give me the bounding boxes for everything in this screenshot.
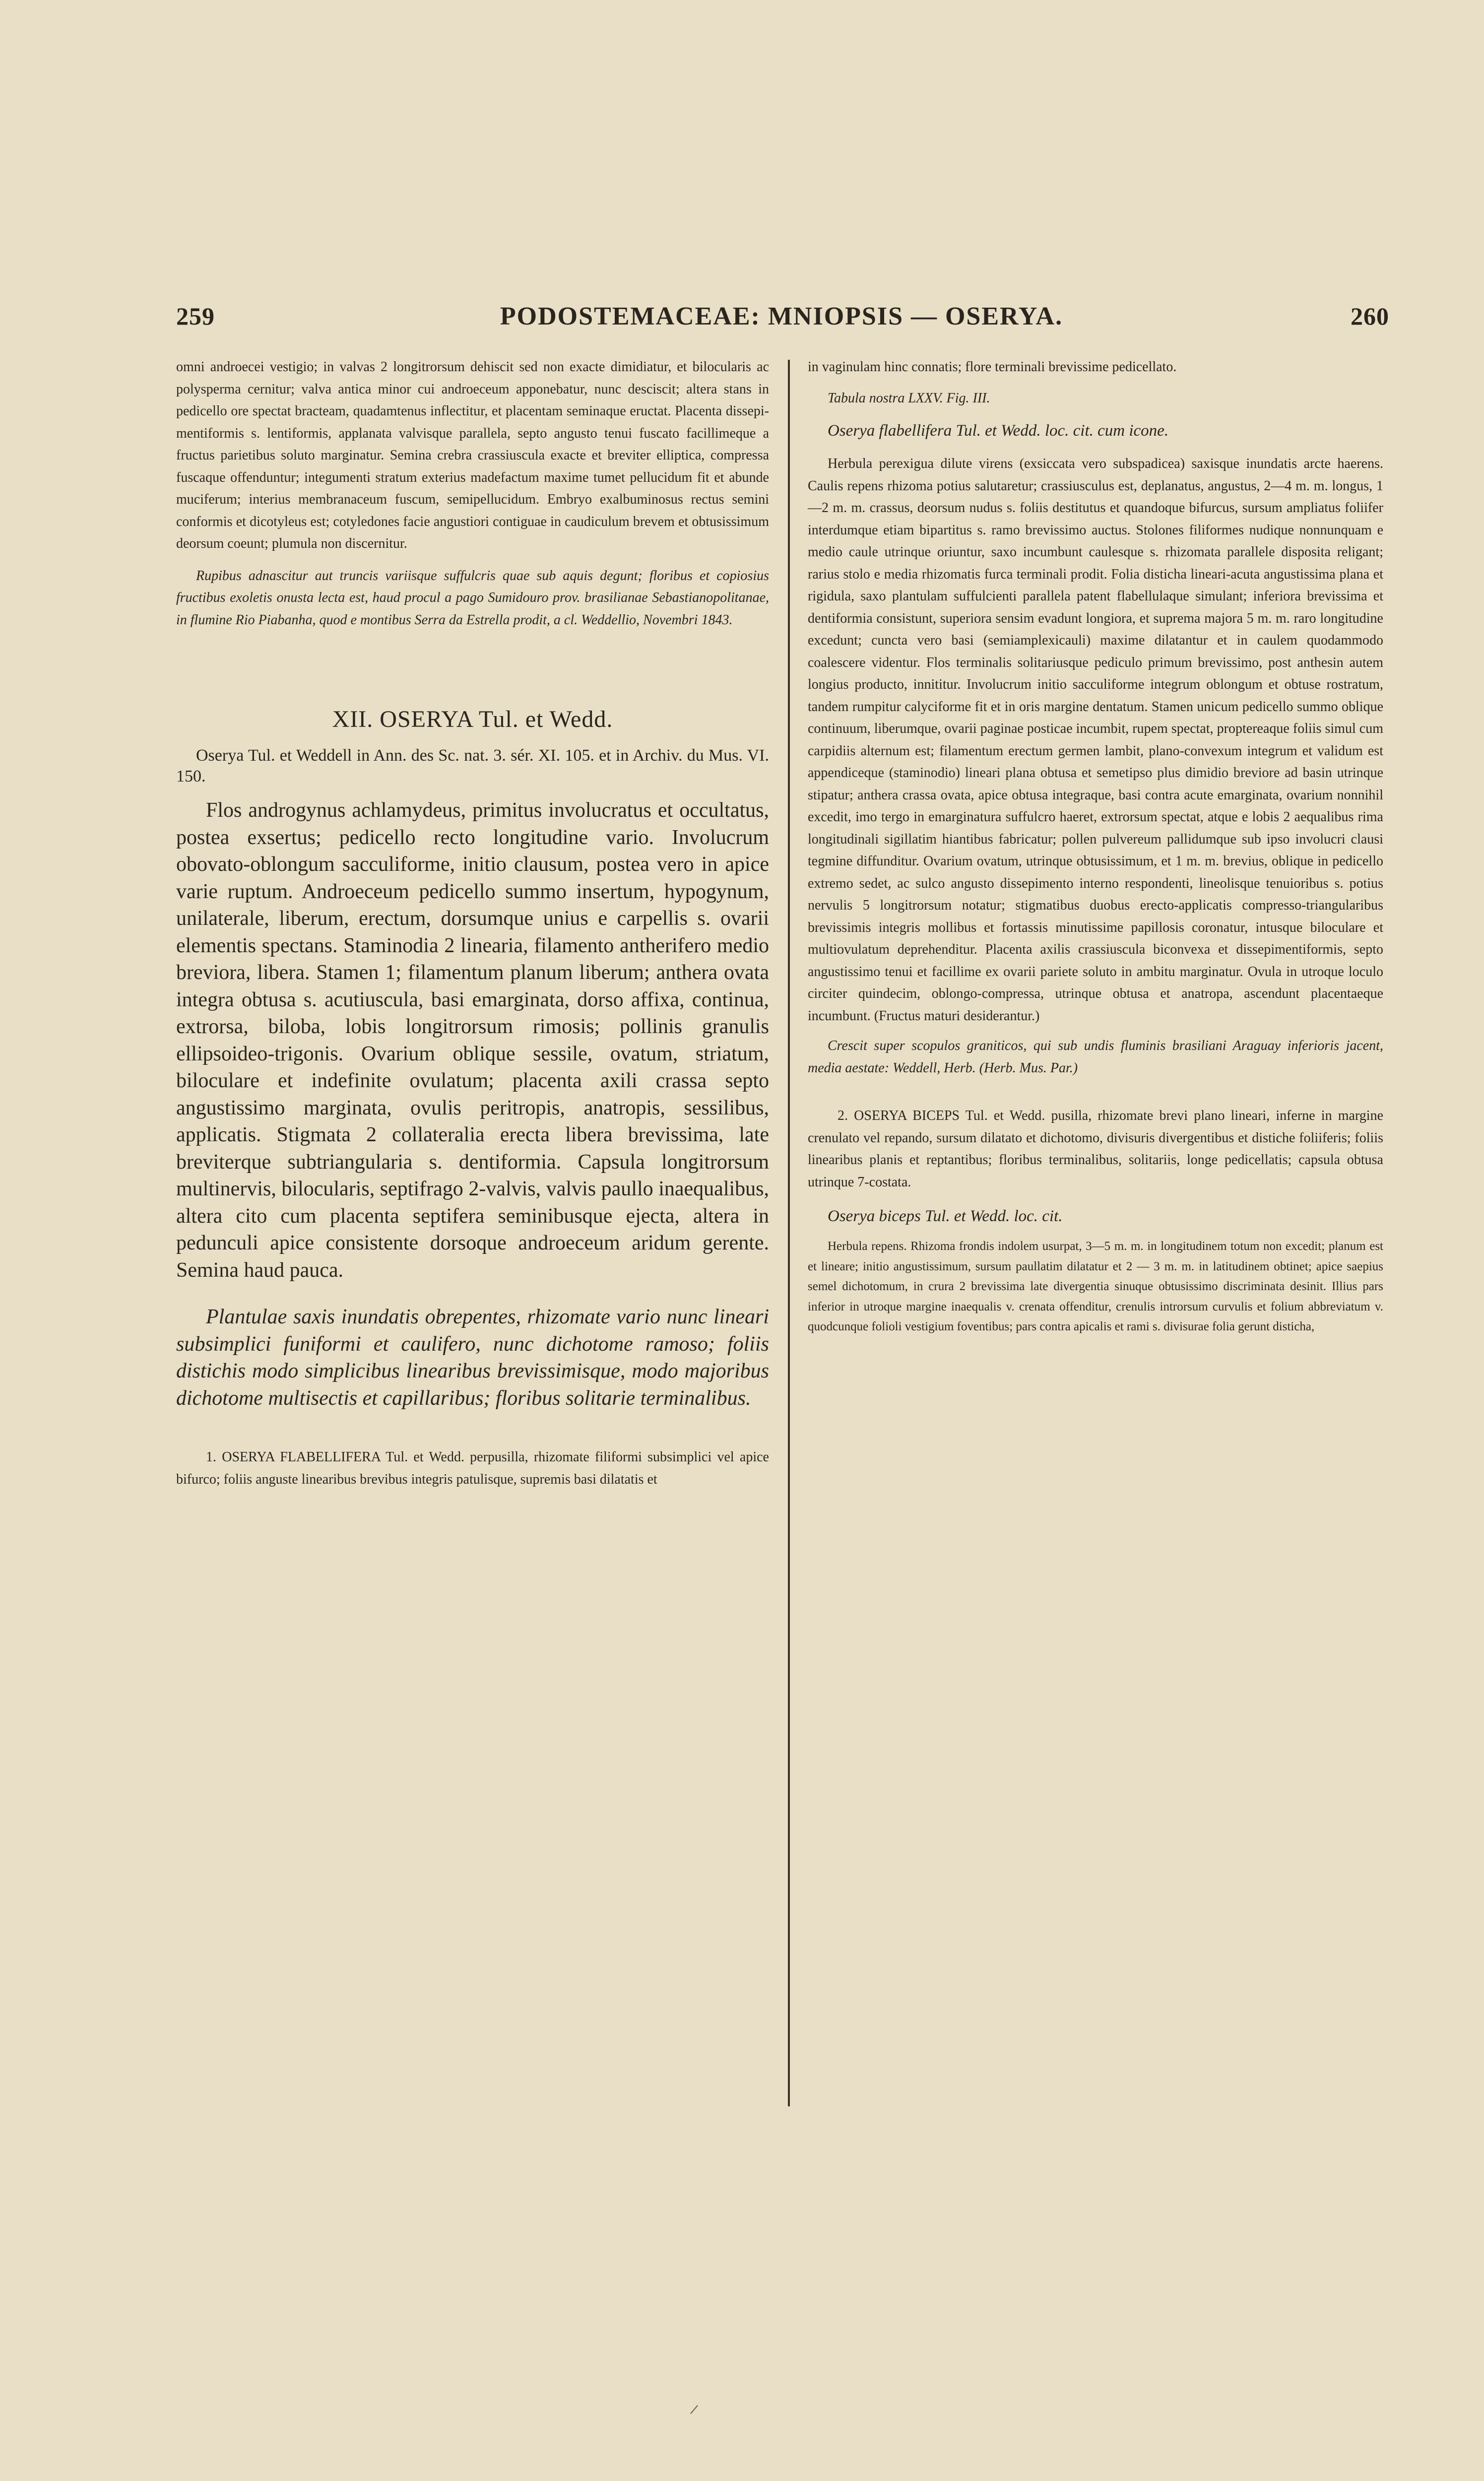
species-1-diagnosis-continued: in vaginulam hinc connatis; flore terminali brevissime pedicellato. — [808, 359, 1177, 375]
genus-flower-description: Flos androgynus achlamydeus, primitus involucratus et occultatus, postea exsertus; pedicello recto longitudine vario. Involucrum obovato-oblongum sacculiforme, initio clausum, postea vero in apice varie ruptum. Androeceum pedicello summo insertum, hypogynum, unilaterale, liberum, erectum, dorsumque unius e carpellis s. ovarii elementis spectans. Staminodia 2 linearia, filamento antherifero medio breviora, libera. Stamen 1; filamentum planum liberum; anthera ovata integra obtusa s. acutiuscula, basi emarginata, dorso affixa, continua, extrorsa, biloba, lobis longitrorsum rimosis; pollinis granulis ellipsoideo-trigonis. Ovarium oblique sessile, ovatum, striatum, biloculare et indefinite ovulatum; placenta axili crassa septo angustissimo marginata, ovulis peritropis, anatropis, sessilibus, applicatis. Stigmata 2 collateralia erecta libera brevissima, late breviterque subtriangularia s. dentiformia. Capsula longitrorsum multinervis, bilocularis, septifrago 2-valvis, valvis paullo inaequalibus, altera cito cum placenta septifera seminibusque ejecta, altera in pedunculi apice consistente dorsoque androeceum aridum gerente. Semina haud pauca. — [176, 799, 769, 1282]
left-column — [176, 356, 769, 1491]
genus-heading: XII. OSERYA Tul. et Wedd. — [332, 706, 613, 732]
right-column — [808, 356, 1383, 1337]
species-1-citation: Oserya flabellifera Tul. et Wedd. loc. cit. cum icone. — [828, 422, 1169, 440]
seed-description-paragraph: omni androecei vestigio; in valvas 2 longitrorsum dehiscit sed non exacte dimidiatur, et bilocularis ac polysperma cernitur; valva antica minor cui androeceum apponebatur, nunc desciscit; altera stans in pedicello ore spectat bracteam, quadamtenus inflectitur, et placentam seminaque eructat. Placenta dissepimentiformis s. lentiformis, applanata valvisque parallela, septo angusto tenui fuscato facillimeque a fructus parietibus soluto marginatur. Semina crebra crassiuscula exacte et breviter elliptica, compressa fuscaque offenduntur; integumenti stratum exterius madefactum maxime tumet pellucidum fit et abunde muciferum; interius membranaceum fuscum, semipellucidum. Embryo exalbuminosus rectus semini conformis et dicotyleus est; cotyledones facie angustiori contiguae in caudiculum brevem et obtusissimum deorsum coeunt; plumula non discernitur. — [176, 359, 769, 551]
stray-mark — [690, 2405, 698, 2414]
species-2-citation: Oserya biceps Tul. et Wedd. loc. cit. — [828, 1207, 1063, 1225]
species-2-description: Herbula repens. Rhizoma frondis indolem usurpat, 3—5 m. m. in longitudinem totum non excedit; planum est et lineare; initio angustissimum, sursum paullatim dilatatur et 2 — 3 m. m. in latitudinem obtinet; apice saepius semel dichotomum, in crura 2 brevissima late divergentia sinuque obtusissimo discriminata desinit. Illius pars inferior in utroque margine inaequalis v. crenata offenditur, crenulis introrsum curvulis et folium abbreviatum v. quodcunque folioli vestigium foventibus; pars contra apicalis et rami s. divisurae folia gerunt disticha, — [808, 1240, 1383, 1333]
species-1-description: Herbula perexigua dilute virens (exsiccata vero subspadicea) saxisque inundatis arcte haerens. Caulis repens rhizoma potius salutaretur; crassiusculus est, deplanatus, angustus, 2—4 m. m. longus, 1—2 m. m. crassus, deorsum nudus s. foliis destitutus et quandoque bifurcus, sursum ampliatus foliifer interdumque etiam bipartitus s. ramo brevissimo auctus. Stolones filiformes nudique nonnunquam e medio caule utrinque oriuntur, saxo incumbunt caulesque s. rhizomata parallele disposita religant; rarius stolo e media rhizomatis furca terminali prodit. Folia disticha lineari-acuta angustissima plana et rigidula, saxo plantulam suffulcienti parallela patent flabellulaque simulant; inferiora brevissima et dentiformia consistunt, superiora sensim evadunt longiora, et suprema majora 5 m. m. raro longitudine excedunt; cuncta vero basi (semiamplexicauli) maxime dilatantur et in caulem quodammodo coalescere videntur. Flos terminalis solitariusque pediculo primum brevissimo, post anthesin autem longius producto, innititur. Involucrum initio sacculiforme integrum oblongum et obtuse rostratum, tandem rumpitur calyciforme fit et in oris margine dentatum. Stamen unicum pedicello summo oblique continuum, liberumque, ovarii paginae posticae incumbit, rupem spectat, proptereaque foliis simul cum carpidiis alternum est; filamentum erectum germen lambit, plano-convexum integrum et validum est appendiceque (staminodio) lineari plana obtusa et semetipso plus dimidio breviore ad basin utrinque stipatur; anthera crassa ovata, apice obtusa integraque, basi contra acute emarginata, ovarium nonnihil excedit, imo tergo in emarginatura suffulcro haeret, extrorsum spectat, atque e lobis 2 aequalibus rima longitudinali sigillatim hiantibus fabricatur; pollen pulvereum pallidumque sub ipso involucri clausi tegmine diffunditur. Ovarium ovatum, utrinque obtusissimum, et 1 m. m. brevius, oblique in pedicello extremo sedet, ac sulco angusto dissepimento interno respondenti, lineolisque tenuioribus s. potius nervulis 5 longitrorsum notatur; stigmatibus duobus erecto-applicatis compresso-triangularibus brevissimis integris mollibus et fortassis minutissime papillosis coronatur, intusque biloculare et multiovulatum deprehenditur. Placenta axilis crassiuscula biconvexa et dissepimentiformis, septo angustissimo tenui et facillime ex ovarii pariete soluto in ambitu marginatur. Ovula in utroque loculo circiter quindecim, oblongo-compressa, utrinque obtusa et anatropa, ascendunt placentaeque incumbunt. (Fructus maturi desiderantur.) — [808, 456, 1383, 1024]
page-number-right: 260 — [1351, 302, 1389, 330]
column-divider — [788, 360, 790, 2106]
genus-habit-description: Plantulae saxis inundatis obrepentes, rhizomate vario nunc lineari subsimplici funiformi et caulifero, nunc dichotome ramoso; foliis distichis modo simplicibus linearibus brevissimisque, modo majoribus dichotome multisectis et capillaribus; floribus solitarie terminalibus. — [176, 1306, 769, 1410]
plate-reference: Tabula nostra LXXV. Fig. III. — [828, 390, 990, 406]
running-title: PODOSTEMACEAE: MNIOPSIS — OSERYA. — [500, 302, 1063, 330]
species-1-diagnosis: 1. OSERYA FLABELLIFERA Tul. et Wedd. perpusilla, rhizomate filiformi subsimplici vel apice bifurco; foliis anguste linearibus brevibus integris patulisque, supremis basi dilatatis et — [176, 1449, 769, 1487]
species-1-habitat: Crescit super scopulos graniticos, qui sub undis fluminis brasiliani Araguay inferioris jacent, media aestate: Weddell, Herb. (Herb. Mus. Par.) — [808, 1038, 1383, 1076]
genus-citation: Oserya Tul. et Weddell in Ann. des Sc. nat. 3. sér. XI. 105. et in Archiv. du Mus. VI. 150. — [176, 746, 769, 785]
page-number-left: 259 — [176, 302, 215, 330]
species-2-diagnosis: 2. OSERYA BICEPS Tul. et Wedd. pusilla, rhizomate brevi plano lineari, inferne in margine crenulato vel repando, sursum dilatato et dichotomo, divisuris divergentibus et distiche foliiferis; foliis linearibus planis et reptantibus; floribus terminalibus, solitariis, longe pedicellatis; capsula obtusa utrinque 7-costata. — [808, 1108, 1383, 1190]
locality-note: Rupibus adnascitur aut truncis variisque suffulcris quae sub aquis degunt; floribus et copiosius fructibus exoletis onusta lecta est, haud procul a pago Sumidouro prov. brasilianae Sebastianopolitanae, in flumine Rio Piabanha, quod e montibus Serra da Estrella prodit, a cl. Weddellio, Novembri 1843. — [176, 568, 769, 628]
running-header — [169, 302, 1394, 346]
